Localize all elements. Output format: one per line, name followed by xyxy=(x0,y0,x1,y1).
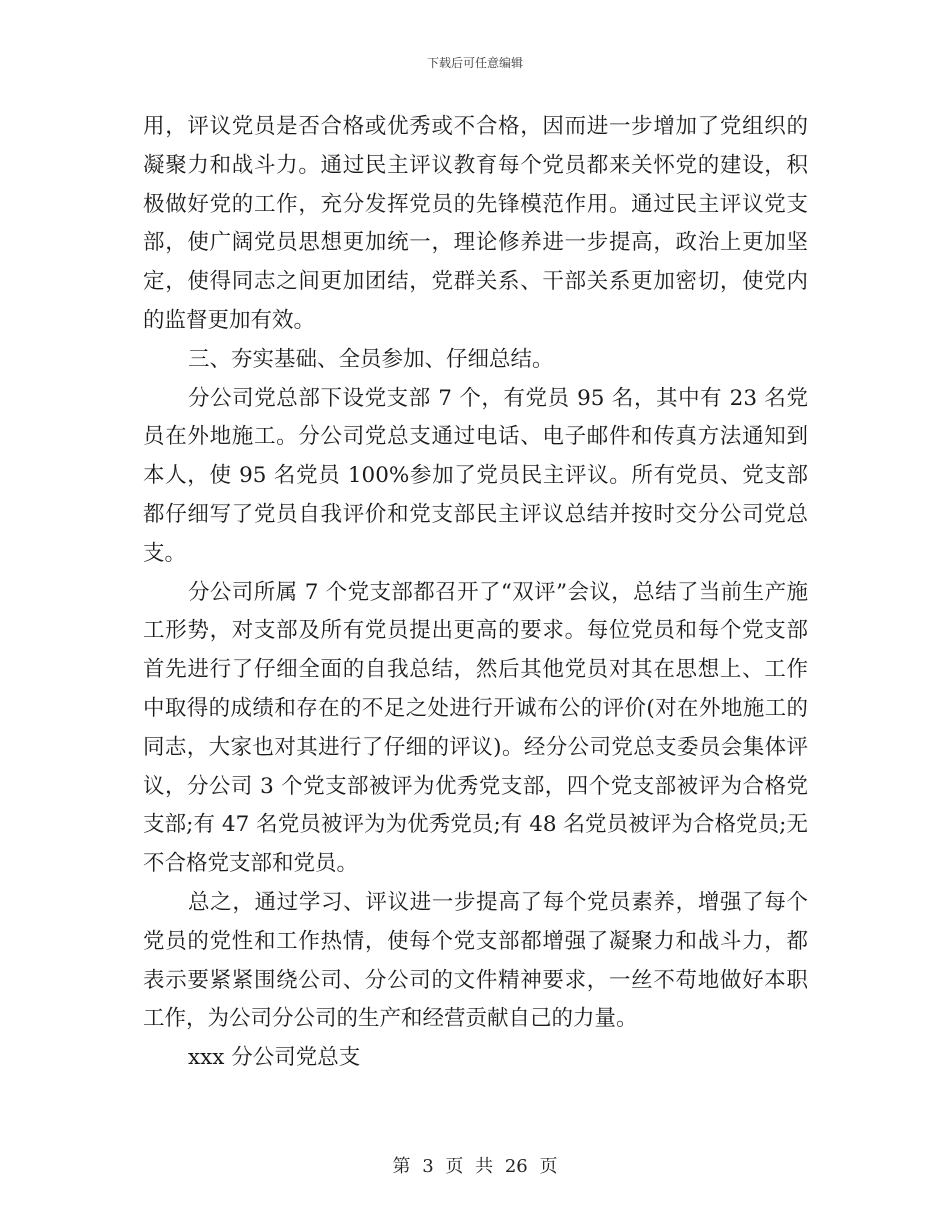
paragraph: 分公司所属 7 个党支部都召开了“双评”会议，总结了当前生产施工形势，对支部及所有党员提出更高的要求。每位党员和每个党支部首先进行了仔细全面的自我总结，然后其他党员对其在思想上、工作中取得的成绩和存在的不足之处进行开诚布公的评价(对在外地施工的同志，大家也对其进行了仔细的评议)。经分公司党总支委员会集体评议，分公司 3 个党支部被评为优秀党支部，四个党支部被评为合格党支部;有 47 名党员被评为为优秀党员;有 48 名党员被评为合格党员;无不合格党支部和党员。 xyxy=(143,579,808,877)
paragraph: 总之，通过学习、评议进一步提高了每个党员素养，增强了每个党员的党性和工作热情，使每个党支部都增强了凝聚力和战斗力，都表示要紧紧围绕公司、分公司的文件精神要求，一丝不苟地做好本职工作，为公司分公司的生产和经营贡献自己的力量。 xyxy=(143,889,808,1032)
section-heading: 三、夯实基础、全员参加、仔细总结。 xyxy=(188,346,554,372)
document-body xyxy=(143,108,808,1078)
paragraph-continuation: 用，评议党员是否合格或优秀或不合格，因而进一步增加了党组织的凝聚力和战斗力。通过民主评议教育每个党员都来关怀党的建设，积极做好党的工作，充分发挥党员的先锋模范作用。通过民主评议党支部，使广阔党员思想更加统一，理论修养进一步提高，政治上更加坚定，使得同志之间更加团结，党群关系、干部关系更加密切，使党内的监督更加有效。 xyxy=(143,114,808,333)
page-number: 第 3 页 共 26 页 xyxy=(392,1156,558,1177)
signature-line: xxx 分公司党总支 xyxy=(188,1045,361,1071)
paragraph: 分公司党总部下设党支部 7 个，有党员 95 名，其中有 23 名党员在外地施工。分公司党总支通过电话、电子邮件和传真方法通知到本人，使 95 名党员 100%参加了党员民主评议。所有党员、党支部都仔细写了党员自我评价和党支部民主评议总结并按时交分公司党总支。 xyxy=(143,385,808,566)
page-header-note: 下载后可任意编辑 xyxy=(426,56,523,70)
